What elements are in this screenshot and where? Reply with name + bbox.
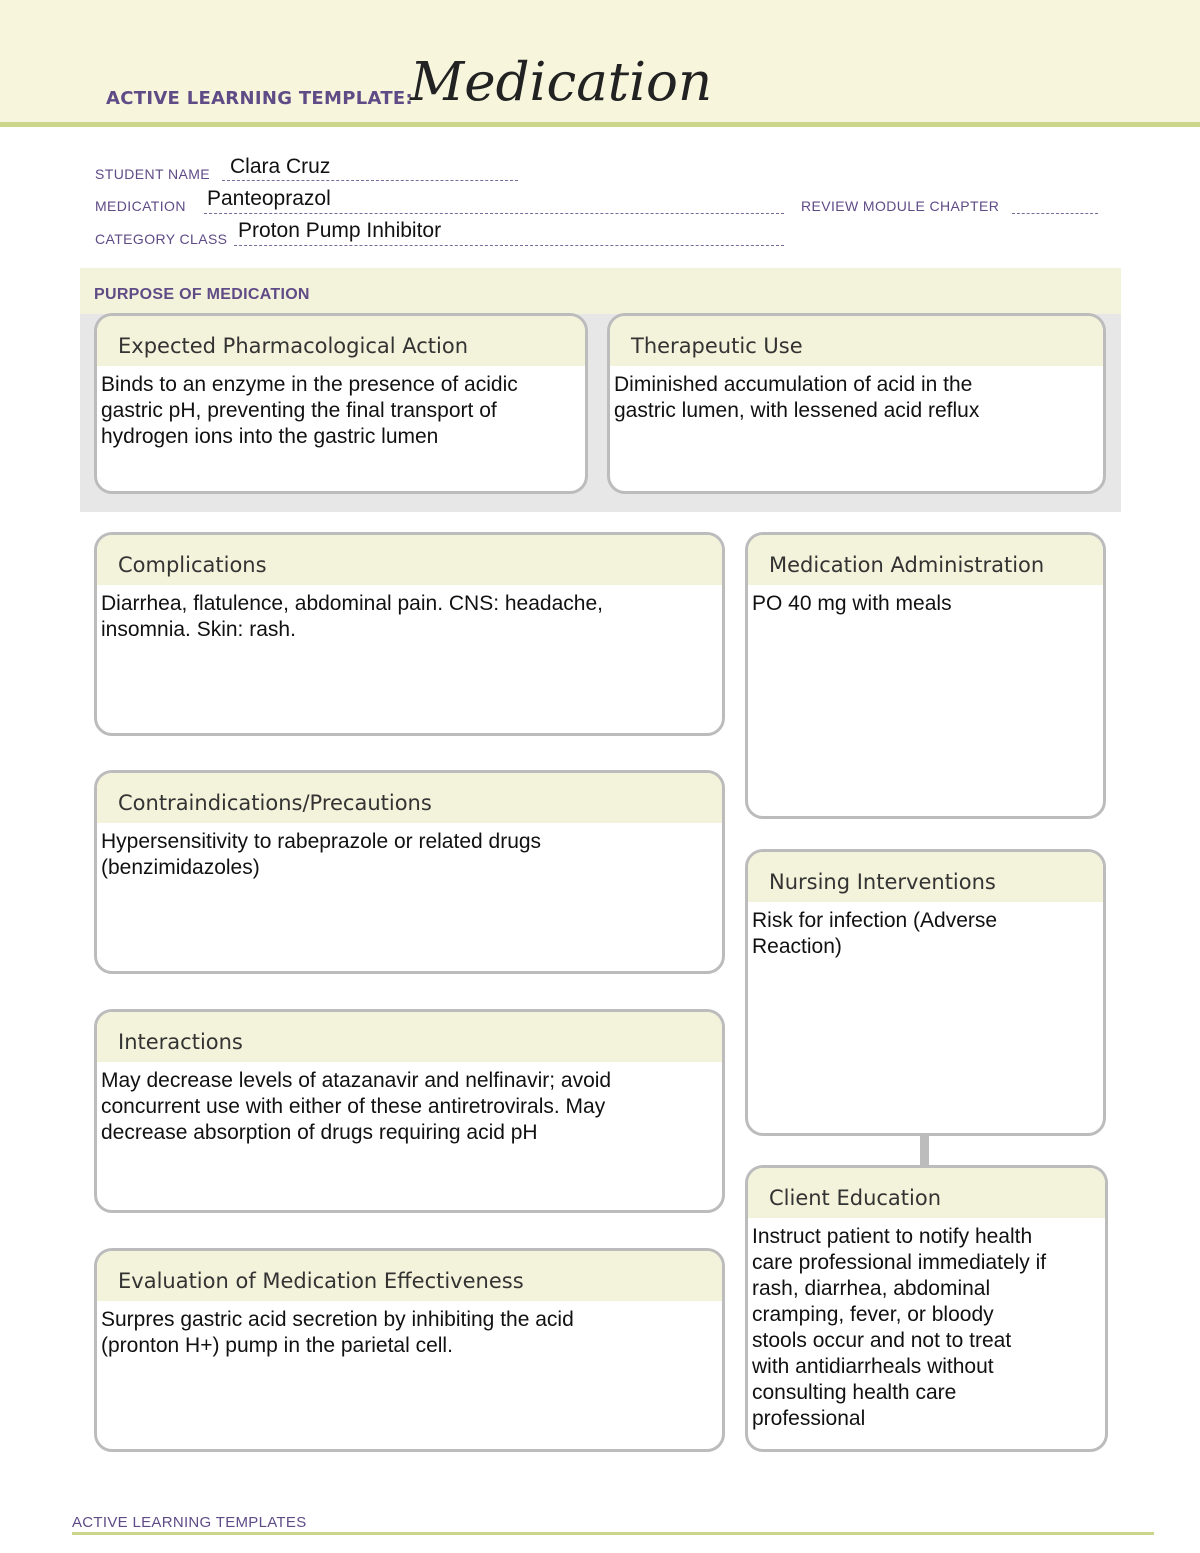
category-class-line bbox=[234, 245, 784, 246]
student-name-line bbox=[222, 180, 518, 181]
contraindications-heading: Contraindications/Precautions bbox=[97, 773, 722, 823]
therapeutic-use-text[interactable]: Diminished accumulation of acid in the gastric lumen, with lessened acid reflux bbox=[614, 373, 980, 422]
student-name-label: STUDENT NAME bbox=[95, 166, 210, 182]
page-title: Medication bbox=[410, 52, 713, 113]
education-text[interactable]: Instruct patient to notify health care professional immediately if rash, diarrhea, abdominal cramping, fever, or bloody stools occur and not to treat with antidiarrheals without consulting health care professional bbox=[752, 1225, 1047, 1430]
nursing-heading: Nursing Interventions bbox=[748, 852, 1103, 902]
complications-heading: Complications bbox=[97, 535, 722, 585]
card-connector bbox=[920, 1135, 929, 1166]
header-rule bbox=[0, 122, 1200, 127]
complications-card bbox=[94, 532, 725, 736]
therapeutic-use-heading: Therapeutic Use bbox=[610, 316, 1103, 366]
category-class-label: CATEGORY CLASS bbox=[95, 231, 228, 247]
administration-heading: Medication Administration bbox=[748, 535, 1103, 585]
template-label: ACTIVE LEARNING TEMPLATE: bbox=[106, 88, 413, 109]
footer-rule bbox=[72, 1532, 1154, 1535]
contraindications-card bbox=[94, 770, 725, 974]
interactions-heading: Interactions bbox=[97, 1012, 722, 1062]
complications-text[interactable]: Diarrhea, flatulence, abdominal pain. CNS: headache, insomnia. Skin: rash. bbox=[101, 592, 603, 641]
contraindications-text[interactable]: Hypersensitivity to rabeprazole or related drugs (benzimidazoles) bbox=[101, 830, 542, 879]
nursing-card bbox=[745, 849, 1106, 1136]
evaluation-heading: Evaluation of Medication Effectiveness bbox=[97, 1251, 722, 1301]
expected-action-heading: Expected Pharmacological Action bbox=[97, 316, 585, 366]
administration-text[interactable]: PO 40 mg with meals bbox=[752, 592, 952, 615]
interactions-text[interactable]: May decrease levels of atazanavir and nelfinavir; avoid concurrent use with either of these antiretrovirals. May decrease absorption of drugs requiring acid pH bbox=[101, 1069, 612, 1144]
education-heading: Client Education bbox=[748, 1168, 1105, 1218]
footer-label: ACTIVE LEARNING TEMPLATES bbox=[72, 1514, 307, 1531]
interactions-card bbox=[94, 1009, 725, 1213]
medication-field[interactable]: Panteoprazol bbox=[207, 187, 331, 210]
evaluation-card bbox=[94, 1248, 725, 1452]
review-module-label: REVIEW MODULE CHAPTER bbox=[801, 198, 1000, 214]
student-name-field[interactable]: Clara Cruz bbox=[230, 155, 331, 178]
review-module-line bbox=[1012, 213, 1098, 214]
expected-action-card bbox=[94, 313, 588, 494]
expected-action-text[interactable]: Binds to an enzyme in the presence of acidic gastric pH, preventing the final transport of hydrogen ions into the gastric lumen bbox=[101, 373, 518, 448]
category-class-field[interactable]: Proton Pump Inhibitor bbox=[238, 219, 442, 242]
medication-line bbox=[204, 213, 784, 214]
medication-label: MEDICATION bbox=[95, 198, 186, 214]
nursing-text[interactable]: Risk for infection (Adverse Reaction) bbox=[752, 909, 998, 958]
therapeutic-use-card bbox=[607, 313, 1106, 494]
evaluation-text[interactable]: Surpres gastric acid secretion by inhibiting the acid (pronton H+) pump in the parietal cell. bbox=[101, 1308, 574, 1357]
education-card bbox=[745, 1165, 1108, 1452]
purpose-label: PURPOSE OF MEDICATION bbox=[94, 286, 310, 303]
administration-card bbox=[745, 532, 1106, 819]
